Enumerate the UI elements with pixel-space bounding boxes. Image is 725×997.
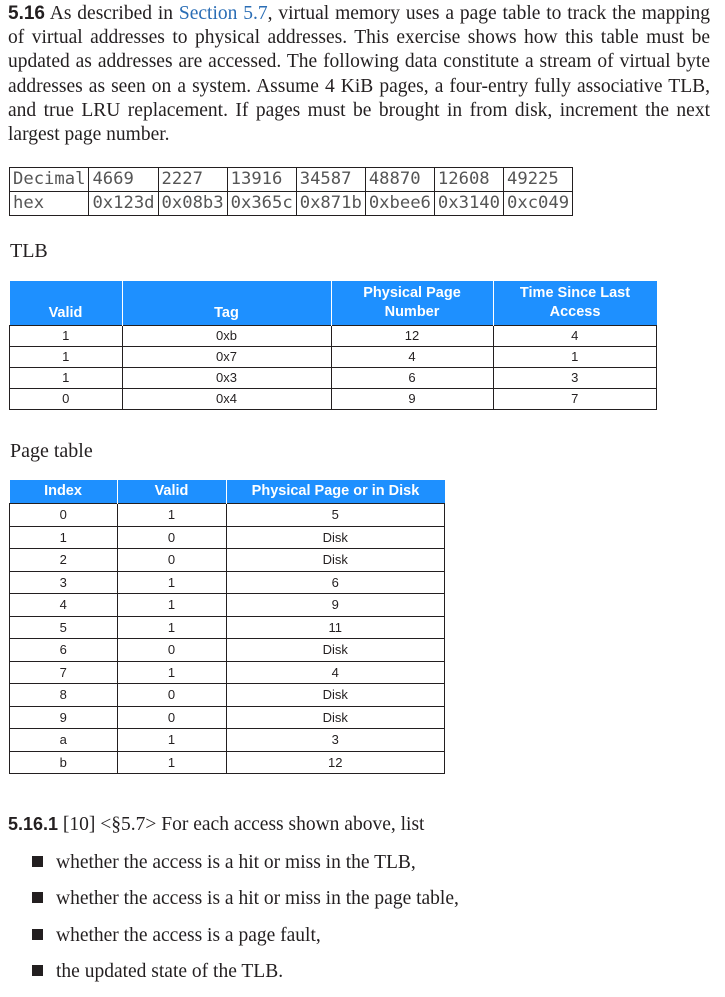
square-bullet-icon [32,929,43,940]
exercise-number: 5.16 [8,3,45,24]
pt-ppd: Disk [226,706,445,729]
decimal-cell: 13916 [227,168,296,192]
intro-text-rest: , virtual memory uses a page table to track the mapping of virtual addresses to physical addresses. This exercise shows how this table must be updated as addresses are accessed. The following data constitute a stream of virtual byte addresses as seen on a system. Assume 4 KiB pages, a four-entry fully associative TLB, and true LRU replacement. If pages must be brought in from disk, increment the next largest page number. [8,3,710,146]
pt-valid: 1 [117,661,226,684]
pt-row [10,504,445,527]
tlb-valid: 1 [10,347,123,368]
pt-row [10,751,445,774]
tlb-time: 3 [493,368,657,389]
tlb-tag: 0x4 [122,389,331,410]
bullet-item [32,924,459,960]
hex-cell: 0x3140 [434,192,503,216]
pt-valid: 0 [117,684,226,707]
pt-index: 4 [10,594,118,617]
pt-index: 1 [10,526,118,549]
page-table-heading: Page table [10,440,93,462]
pt-ppd: 4 [226,661,445,684]
pt-ppd: 6 [226,571,445,594]
hex-cell: 0x08b3 [158,192,227,216]
tlb-heading: TLB [10,240,48,262]
pt-ppd: Disk [226,549,445,572]
pt-valid: 1 [117,616,226,639]
pt-valid: 0 [117,526,226,549]
bullet-text: whether the access is a hit or miss in the page table, [56,888,459,910]
tlb-ppn: 9 [331,389,493,410]
decimal-cell: 48870 [365,168,434,192]
hex-row [10,192,573,216]
pt-header-ppd: Physical Page or in Disk [226,480,445,504]
pt-valid: 0 [117,549,226,572]
tlb-time: 1 [493,347,657,368]
pt-index: 0 [10,504,118,527]
tlb-row [10,389,657,410]
bullet-item [32,960,459,996]
tlb-tag: 0x7 [122,347,331,368]
pt-ppd: 5 [226,504,445,527]
tlb-row [10,368,657,389]
hex-cell: 0xc049 [504,192,573,216]
pt-valid: 1 [117,571,226,594]
question-title [8,814,424,836]
decimal-cell: 49225 [504,168,573,192]
square-bullet-icon [32,892,43,903]
page-table [9,480,445,774]
pt-row [10,684,445,707]
tlb-ppn: 4 [331,347,493,368]
pt-index: 3 [10,571,118,594]
exercise-intro [8,2,710,147]
tlb-table [9,281,657,410]
hex-cell: 0x365c [227,192,296,216]
pt-valid: 0 [117,639,226,662]
tlb-valid: 1 [10,326,123,347]
address-stream-table [9,167,573,216]
intro-text-start: As described in [49,3,179,24]
pt-index: 6 [10,639,118,662]
hex-cell: 0xbee6 [365,192,434,216]
hex-cell: 0x871b [296,192,365,216]
pt-ppd: Disk [226,684,445,707]
pt-ppd: 3 [226,729,445,752]
pt-index: 2 [10,549,118,572]
pt-row [10,549,445,572]
pt-valid: 1 [117,594,226,617]
pt-valid: 1 [117,729,226,752]
pt-index: b [10,751,118,774]
tlb-ppn: 12 [331,326,493,347]
pt-row [10,729,445,752]
decimal-cell: 2227 [158,168,227,192]
square-bullet-icon [32,856,43,867]
tlb-row [10,326,657,347]
square-bullet-icon [32,965,43,976]
pt-header-valid: Valid [117,480,226,504]
tlb-valid: 1 [10,368,123,389]
bullet-text: whether the access is a hit or miss in the TLB, [56,852,416,873]
pt-header-row [10,480,445,504]
tlb-row [10,347,657,368]
question-text: [10] <§5.7> For each access shown above, list [58,814,425,835]
tlb-header-time: Time Since Last Access [493,281,657,326]
section-link[interactable]: Section 5.7 [178,3,268,24]
pt-index: 7 [10,661,118,684]
hex-label: hex [10,192,89,216]
pt-valid: 1 [117,751,226,774]
decimal-cell: 4669 [89,168,158,192]
decimal-row [10,168,573,192]
pt-row [10,571,445,594]
decimal-cell: 34587 [296,168,365,192]
question-bullet-list [32,851,459,997]
pt-ppd: 12 [226,751,445,774]
tlb-header-tag: Tag [122,281,331,326]
pt-row [10,706,445,729]
pt-header-index: Index [10,480,118,504]
pt-index: 9 [10,706,118,729]
pt-row [10,639,445,662]
decimal-cell: 12608 [434,168,503,192]
tlb-header-row [10,281,657,326]
pt-index: 8 [10,684,118,707]
pt-valid: 1 [117,504,226,527]
pt-row [10,526,445,549]
pt-index: a [10,729,118,752]
pt-ppd: Disk [226,526,445,549]
pt-ppd: Disk [226,639,445,662]
pt-index: 5 [10,616,118,639]
tlb-tag: 0x3 [122,368,331,389]
bullet-item [32,887,459,923]
tlb-time: 4 [493,326,657,347]
pt-ppd: 9 [226,594,445,617]
tlb-ppn: 6 [331,368,493,389]
tlb-tag: 0xb [122,326,331,347]
pt-valid: 0 [117,706,226,729]
decimal-label: Decimal [10,168,89,192]
tlb-header-ppn: Physical Page Number [331,281,493,326]
hex-cell: 0x123d [89,192,158,216]
tlb-header-valid: Valid [10,281,123,326]
bullet-item [32,851,459,887]
pt-row [10,594,445,617]
pt-ppd: 11 [226,616,445,639]
tlb-valid: 0 [10,389,123,410]
question-number: 5.16.1 [8,814,59,834]
bullet-text: the updated state of the TLB. [56,961,284,983]
pt-row [10,616,445,639]
bullet-text: whether the access is a page fault, [56,924,321,946]
pt-row [10,661,445,684]
tlb-time: 7 [493,389,657,410]
